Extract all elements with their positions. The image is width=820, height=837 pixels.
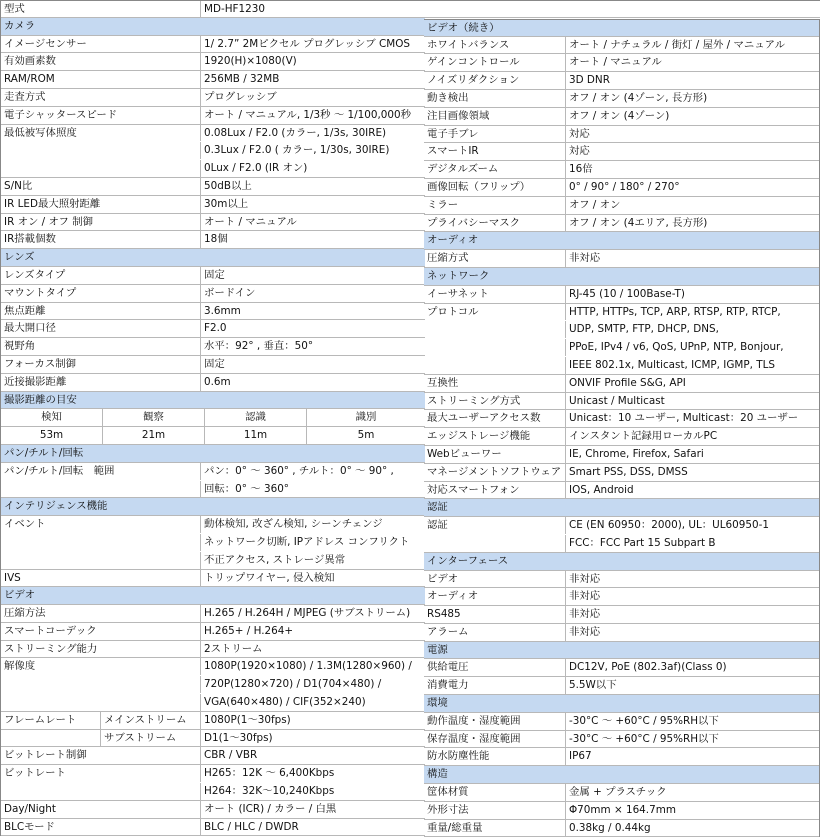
spec-value: オート / マニュアル: [569, 56, 662, 69]
spec-label: 電子シャッタースピード: [1, 107, 201, 124]
model-label: 型式: [1, 1, 201, 17]
section-title: ビデオ（続き）: [427, 21, 500, 34]
section-title: オーディオ: [427, 234, 479, 247]
spec-label: BLCモード: [1, 819, 201, 836]
spec-value: FCC：FCC Part 15 Subpart B: [569, 536, 716, 549]
spec-value: 非対応: [569, 625, 601, 638]
spec-row: [1, 747, 425, 765]
spec-label: Day/Night: [1, 801, 201, 818]
spec-value: 256MB / 32MB: [204, 73, 280, 86]
spec-row: [424, 535, 819, 553]
spec-row: [424, 748, 819, 766]
model-value: MD-HF1230: [204, 3, 265, 15]
spec-row: [424, 143, 819, 161]
spec-label: IR オン / オフ 制御: [1, 214, 201, 231]
spec-row: [424, 571, 819, 589]
spec-label: IVS: [1, 570, 201, 587]
spec-label: ストリーミング能力: [1, 641, 201, 658]
spec-label: 互換性: [424, 375, 566, 392]
spec-row: [1, 516, 425, 534]
spec-value: IP67: [569, 750, 592, 763]
spec-label: 対応スマートフォン: [424, 482, 566, 499]
spec-label: 消費電力: [424, 677, 566, 694]
spec-row: [1, 338, 425, 356]
spec-value: 0.6m: [204, 375, 231, 388]
spec-value: 不正アクセス, ストレージ異常: [204, 553, 346, 566]
spec-value: 非対応: [569, 608, 601, 621]
spec-label: デジタルズーム: [424, 161, 566, 178]
spec-value: 0.08Lux / F2.0 (カラー, 1/3s, 30IRE): [204, 126, 387, 139]
spec-value: 水平：92° , 垂直：50°: [204, 340, 314, 353]
section-title: 電源: [427, 643, 448, 656]
spec-row: [424, 304, 819, 322]
spec-label: ゲインコントロール: [424, 54, 566, 71]
spec-label: プライバシーマスク: [424, 215, 566, 232]
spec-value: IEEE 802.1x, Multicast, ICMP, IGMP, TLS: [569, 358, 775, 371]
spec-label: ビデオ: [424, 571, 566, 588]
spec-row: [1, 160, 425, 178]
spec-row: [424, 286, 819, 304]
spec-label: 有効画素数: [1, 53, 201, 70]
spec-label: イーサネット: [424, 286, 566, 303]
spec-value: プログレッシブ: [204, 90, 277, 103]
section-header: [424, 499, 819, 517]
spec-value: 非対応: [569, 572, 601, 585]
spec-value: オート (ICR) / カラー / 白黒: [204, 802, 337, 815]
spec-label: [424, 535, 566, 552]
section-header: [1, 498, 425, 516]
spec-value: 50dB以上: [204, 179, 252, 192]
model-row: [1, 0, 820, 18]
spec-row: [1, 481, 425, 499]
section-title: 構造: [427, 768, 448, 781]
section-header: [1, 587, 425, 605]
spec-row: [1, 819, 425, 837]
spec-row: [424, 375, 819, 393]
spec-row: [424, 161, 819, 179]
spec-row: [1, 534, 425, 552]
spec-row: [424, 108, 819, 126]
spec-value: ボードイン: [204, 286, 256, 299]
section-title: 撮影距離の目安: [4, 393, 77, 406]
spec-row: [424, 482, 819, 500]
spec-label: 筐体材質: [424, 784, 566, 801]
distance-cell: 11m: [205, 427, 307, 444]
spec-row: [1, 125, 425, 143]
spec-label: イメージセンサー: [1, 36, 201, 53]
spec-row: [424, 410, 819, 428]
spec-row: [424, 215, 819, 233]
spec-label: 画像回転（フリップ）: [424, 179, 566, 196]
spec-value: 対応: [569, 145, 590, 158]
spec-value: トリップワイヤー, 侵入検知: [204, 571, 335, 584]
spec-row: [424, 339, 819, 357]
spec-label: [1, 481, 201, 498]
spec-label: 圧縮方法: [1, 605, 201, 622]
spec-row: [1, 463, 425, 481]
section-title: カメラ: [4, 19, 36, 32]
spec-sublabel: サブストリーム: [101, 730, 201, 747]
spec-row: [1, 374, 425, 392]
spec-row: [424, 588, 819, 606]
section-title: ネットワーク: [427, 269, 490, 282]
spec-label: ストリーミング方式: [424, 393, 566, 410]
distance-cell: 認識: [205, 409, 307, 426]
spec-value: 1920(H)×1080(V): [204, 55, 297, 68]
spec-value: IE, Chrome, Firefox, Safari: [569, 447, 704, 460]
section-title: インテリジェンス機能: [4, 500, 108, 513]
spec-label: [1, 783, 201, 800]
spec-value: D1(1～30fps): [204, 731, 273, 744]
spec-value: 5.5W以下: [569, 679, 617, 692]
spec-row: [1, 36, 425, 54]
distance-row: [1, 427, 425, 445]
spec-row: [1, 142, 425, 160]
spec-row: [1, 623, 425, 641]
spec-value: F2.0: [204, 322, 227, 335]
spec-label: 視野角: [1, 338, 201, 355]
spec-row: [1, 658, 425, 676]
spec-value: H.265 / H.264H / MJPEG (サブストリーム): [204, 607, 411, 620]
spec-label: RAM/ROM: [1, 71, 201, 88]
spec-label: イベント: [1, 516, 201, 533]
spec-row: [424, 54, 819, 72]
spec-row: [1, 676, 425, 694]
spec-value: -30°C ～ +60°C / 95%RH以下: [569, 732, 719, 745]
spec-label: 最大開口径: [1, 320, 201, 337]
spec-label: 電子手ブレ: [424, 126, 566, 143]
spec-row: [424, 820, 819, 837]
spec-value: RJ-45 (10 / 100Base-T): [569, 287, 685, 300]
spec-label: ビットレート: [1, 765, 201, 782]
spec-value: ネットワーク切断, IPアドレス コンフリクト: [204, 535, 410, 548]
spec-row: [1, 605, 425, 623]
section-title: インターフェース: [427, 554, 509, 567]
spec-row: [424, 624, 819, 642]
spec-value: 0Lux / F2.0 (IR オン): [204, 162, 308, 175]
spec-label: ビットレート制御: [1, 747, 201, 764]
spec-label: 防水防塵性能: [424, 748, 566, 765]
spec-row: [1, 712, 425, 730]
spec-label: スマートコーデック: [1, 623, 201, 640]
spec-label: Webビューワー: [424, 446, 566, 463]
spec-value: 固定: [204, 268, 225, 281]
spec-label: 最大ユーザーアクセス数: [424, 410, 566, 427]
distance-row: [1, 409, 425, 427]
spec-value: パン：0° ～ 360° , チルト：0° ～ 90° ,: [204, 464, 394, 477]
spec-row: [424, 659, 819, 677]
spec-value: 固定: [204, 357, 225, 370]
spec-row: [1, 71, 425, 89]
spec-row: [424, 464, 819, 482]
spec-value: 1080P(1～30fps): [204, 713, 291, 726]
spec-row: [424, 179, 819, 197]
spec-value: 16倍: [569, 163, 593, 176]
spec-value: Smart PSS, DSS, DMSS: [569, 465, 688, 478]
spec-row: [424, 731, 819, 749]
spec-value: 18個: [204, 233, 228, 246]
spec-value: 3.6mm: [204, 304, 241, 317]
distance-cell: 53m: [1, 427, 103, 444]
spec-label: 外形寸法: [424, 802, 566, 819]
spec-label: S/N比: [1, 178, 201, 195]
spec-value: -30°C ～ +60°C / 95%RH以下: [569, 714, 719, 727]
spec-label: スマートIR: [424, 143, 566, 160]
spec-label: [424, 339, 566, 356]
spec-row: [424, 713, 819, 731]
section-title: ビデオ: [4, 589, 35, 602]
spec-label: [424, 357, 566, 374]
spec-value: 3D DNR: [569, 74, 610, 87]
spec-row: [1, 267, 425, 285]
spec-value: 回転：0° ～ 360°: [204, 482, 290, 495]
spec-label: マネージメントソフトウェア: [424, 464, 566, 481]
spec-value: DC12V, PoE (802.3af)(Class 0): [569, 661, 727, 674]
spec-row: [1, 765, 425, 783]
spec-row: [1, 53, 425, 71]
spec-label: RS485: [424, 606, 566, 623]
spec-row: [424, 90, 819, 108]
spec-value: 0.3Lux / F2.0 ( カラー, 1/30s, 30IRE): [204, 144, 390, 157]
section-header: [424, 695, 819, 713]
spec-value: UDP, SMTP, FTP, DHCP, DNS,: [569, 323, 719, 336]
spec-label: [424, 321, 566, 338]
spec-label: 圧縮方式: [424, 250, 566, 267]
spec-row: [424, 72, 819, 90]
section-title: レンズ: [4, 251, 35, 264]
spec-value: BLC / HLC / DWDR: [204, 820, 299, 833]
spec-label: マウントタイプ: [1, 285, 201, 302]
spec-value: オフ / オン (4ゾーン): [569, 109, 670, 122]
spec-value: Unicast：10 ユーザー, Multicast：20 ユーザー: [569, 412, 799, 425]
section-header: [1, 392, 425, 410]
spec-label: フレームレート: [1, 712, 101, 729]
spec-label: [1, 694, 201, 711]
section-header: [1, 445, 425, 463]
spec-value: ONVIF Profile S&G, API: [569, 376, 686, 389]
spec-label: [1, 534, 201, 551]
spec-row: [424, 784, 819, 802]
spec-label: 走査方式: [1, 89, 201, 106]
spec-label: 重量/総重量: [424, 820, 566, 837]
spec-label: オーディオ: [424, 588, 566, 605]
section-header: [1, 249, 425, 267]
spec-value: オート / マニュアル, 1/3秒 ～ 1/100,000秒: [204, 108, 411, 121]
spec-label: 認証: [424, 517, 566, 534]
spec-row: [1, 801, 425, 819]
spec-row: [1, 552, 425, 570]
section-header: [1, 18, 425, 36]
spec-value: Unicast / Multicast: [569, 394, 665, 407]
spec-row: [1, 107, 425, 125]
spec-label: エッジストレージ機能: [424, 428, 566, 445]
distance-cell: 観察: [103, 409, 205, 426]
spec-label: 供給電圧: [424, 659, 566, 676]
spec-row: [1, 89, 425, 107]
spec-label: [1, 676, 201, 693]
spec-value: H265：12K ～ 6,400Kbps: [204, 767, 335, 780]
spec-label: ミラー: [424, 197, 566, 214]
spec-label: 動き検出: [424, 90, 566, 107]
spec-value: PPoE, IPv4 / v6, QoS, UPnP, NTP, Bonjour,: [569, 341, 784, 354]
section-header: [424, 232, 819, 250]
spec-label: 保存温度・湿度範囲: [424, 731, 566, 748]
spec-row: [424, 126, 819, 144]
spec-label: IR搭載個数: [1, 231, 201, 248]
spec-row: [1, 303, 425, 321]
spec-row: [424, 802, 819, 820]
spec-row: [424, 606, 819, 624]
distance-cell: 検知: [1, 409, 103, 426]
spec-row: [1, 570, 425, 588]
distance-cell: 21m: [103, 427, 205, 444]
spec-value: 対応: [569, 127, 590, 140]
spec-label: [1, 552, 201, 569]
spec-label: アラーム: [424, 624, 566, 641]
spec-value: オフ / オン (4ゾーン, 長方形): [569, 91, 708, 104]
spec-label: パン/チルト/回転 範囲: [1, 463, 201, 480]
spec-label: [1, 730, 101, 747]
spec-label: [1, 160, 201, 177]
spec-value: 2ストリーム: [204, 642, 263, 655]
section-header: [424, 766, 819, 784]
spec-value: 動体検知, 改ざん検知, シーンチェンジ: [204, 518, 383, 531]
spec-row: [424, 677, 819, 695]
spec-value: HTTP, HTTPs, TCP, ARP, RTSP, RTP, RTCP,: [569, 305, 781, 318]
section-title: パン/チルト/回転: [4, 446, 84, 459]
spec-value: インスタント記録用ローカルPC: [569, 430, 718, 443]
spec-label: 最低被写体照度: [1, 125, 201, 142]
section-header: [424, 642, 819, 660]
spec-row: [1, 178, 425, 196]
spec-value: 非対応: [569, 252, 601, 265]
right-column: [424, 19, 820, 837]
spec-value: H264：32K～10,240Kbps: [204, 785, 335, 798]
spec-label: 近接撮影距離: [1, 374, 201, 391]
spec-value: オフ / オン: [569, 198, 621, 211]
spec-value: 0.38kg / 0.44kg: [569, 821, 651, 834]
distance-cell: 5m: [357, 429, 375, 442]
spec-row: [1, 783, 425, 801]
spec-label: プロトコル: [424, 304, 566, 321]
spec-value: オート / マニュアル: [204, 215, 297, 228]
spec-label: ノイズリダクション: [424, 72, 566, 89]
spec-value: Φ70mm × 164.7mm: [569, 803, 676, 816]
section-title: 認証: [427, 501, 448, 514]
spec-label: 注目画像領域: [424, 108, 566, 125]
spec-row: [1, 285, 425, 303]
spec-row: [424, 321, 819, 339]
spec-row: [424, 446, 819, 464]
spec-row: [424, 197, 819, 215]
spec-row: [424, 250, 819, 268]
distance-cell: 識別: [355, 411, 377, 424]
spec-value: オフ / オン (4エリア, 長方形): [569, 216, 708, 229]
spec-value: 30m以上: [204, 197, 249, 210]
spec-value: IOS, Android: [569, 483, 634, 496]
spec-value: H.265+ / H.264+: [204, 624, 294, 637]
spec-label: 解像度: [1, 658, 201, 675]
spec-label: IR LED最大照射距離: [1, 196, 201, 213]
spec-row: [424, 393, 819, 411]
spec-row: [1, 641, 425, 659]
spec-value: 0° / 90° / 180° / 270°: [569, 180, 680, 193]
spec-value: CBR / VBR: [204, 749, 258, 762]
spec-row: [1, 730, 425, 748]
spec-row: [424, 357, 819, 375]
spec-row: [1, 231, 425, 249]
spec-value: 1/ 2.7” 2Mピクセル プログレッシブ CMOS: [204, 37, 410, 50]
section-header: [424, 553, 819, 571]
spec-value: 720P(1280×720) / D1(704×480) /: [204, 678, 382, 691]
spec-label: ホワイトバランス: [424, 37, 566, 54]
spec-row: [1, 196, 425, 214]
spec-row: [1, 320, 425, 338]
spec-row: [1, 214, 425, 232]
spec-row: [424, 517, 819, 535]
section-header: [424, 268, 819, 286]
spec-value: オート / ナチュラル / 街灯 / 屋外 / マニュアル: [569, 38, 786, 51]
spec-row: [1, 356, 425, 374]
spec-row: [424, 428, 819, 446]
spec-value: 金属 + プラスチック: [569, 786, 667, 799]
spec-label: レンズタイプ: [1, 267, 201, 284]
spec-sublabel: メインストリーム: [101, 712, 201, 729]
spec-label: フォーカス制御: [1, 356, 201, 373]
spec-row: [424, 37, 819, 55]
spec-label: [1, 142, 201, 159]
section-title: 環境: [427, 697, 448, 710]
spec-row: [1, 694, 425, 712]
spec-value: CE (EN 60950：2000), UL：UL60950-1: [569, 519, 769, 532]
spec-value: VGA(640×480) / CIF(352×240): [204, 696, 366, 709]
spec-value: 1080P(1920×1080) / 1.3M(1280×960) /: [204, 660, 412, 673]
spec-value: 非対応: [569, 590, 601, 603]
spec-label: 動作温度・湿度範囲: [424, 713, 566, 730]
section-header: [424, 19, 819, 37]
spec-label: 焦点距離: [1, 303, 201, 320]
